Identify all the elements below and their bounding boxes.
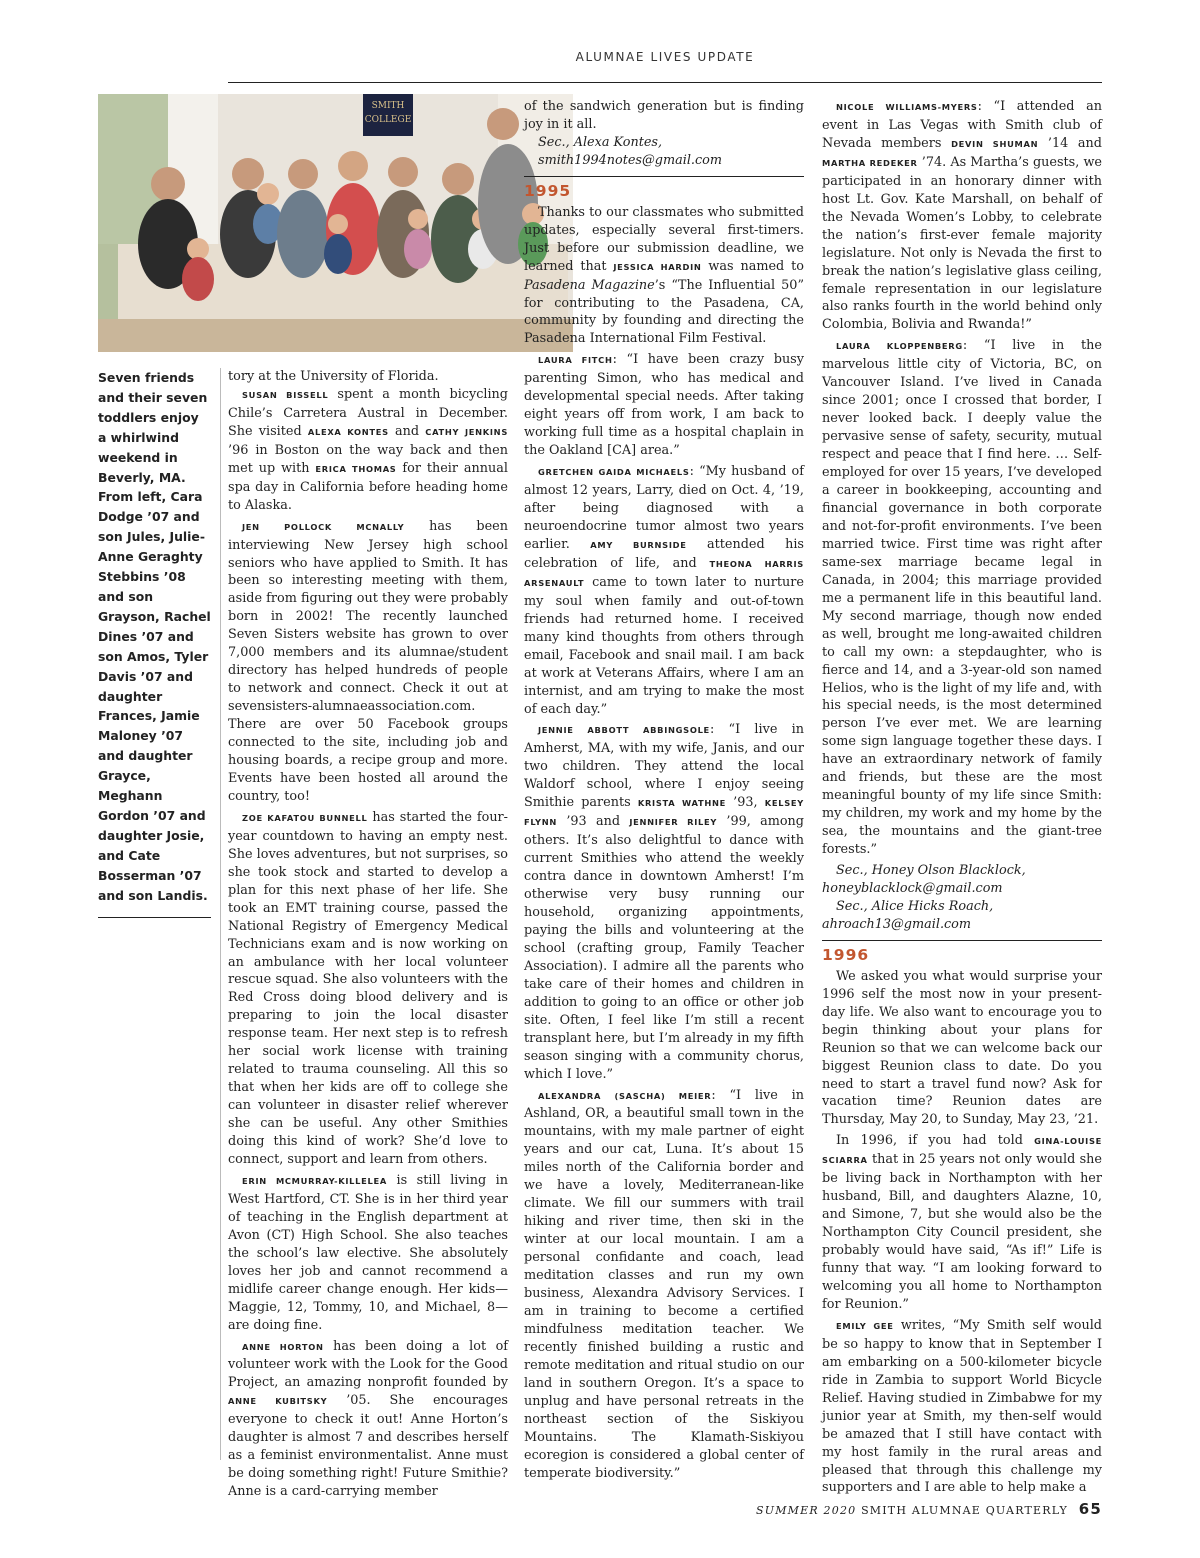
alumna-name: CATHY JENKINS [425, 426, 509, 437]
alumna-name: ERIN MCMURRAY-KILLELEA [242, 1175, 387, 1186]
note-laura-fitch: LAURA FITCH: “I have been crazy busy parenting Simon, who has medical and developmental special needs. After taking eight years off from work, I am back to working full time as a hospital chaplain in the Oakland [CA] area.” [524, 352, 804, 459]
alumna-name: GINA-LOUISE SCIARRA [822, 1136, 1102, 1166]
alumna-name: LAURA FITCH [538, 355, 613, 366]
alumna-name: ALEXANDRA (SASCHA) MEIER [538, 1090, 712, 1101]
class-intro: We asked you what would surprise your 1996 self the most now in your present-day life. We also want to encourage you to begin thinking about your plans for Reunion so that we can welcome back our biggest Reunion class to date. Do you need to start a travel fund now? Ask for vacation time? Reunion dates are Thursday, May 20, to Sunday, May 23, ’21. [822, 968, 1102, 1128]
secretary-email: smith1994notes@gmail.com [538, 152, 722, 168]
alumna-name: KELSEY FLYNN [524, 798, 804, 828]
alumna-name: NICOLE WILLIAMS-MYERS [836, 102, 978, 112]
header-rule [228, 82, 1102, 83]
alumna-name: JENNIE ABBOTT ABBINGSOLE [538, 725, 710, 736]
alumna-name: JESSICA HARDIN [613, 261, 702, 272]
alumna-name: LAURA KLOPPENBERG [836, 341, 963, 352]
alumna-name: GRETCHEN GAIDA MICHAELS [538, 467, 690, 478]
alumna-name: ZOE KAFATOU BUNNELL [242, 812, 368, 823]
issue-date: SUMMER 2020 [756, 1504, 857, 1517]
note-zoe-kafatou-bunnell: ZOE KAFATOU BUNNELL has started the four-year countdown to having an empty nest. She loves adventures, but not surprises, so she took stock and started to develop a plan for this next phase of her life. She took an EMT training course, passed the National Registry of Emergency Medical Technicians exam and is now working on an ambulance with her local volunteer rescue squad. She also volunteers with the Red Cross doing blood delivery and is preparing to join the local disaster response team. Her next step is to refresh her social work license with training related to trauma counseling. All this so that when her kids are off to college she can volunteer in disaster relief wherever she can be useful. Any other Smithies doing this kind of work? She’d love to connect, support and learn from others. [228, 809, 509, 1167]
note-laura-kloppenberg: LAURA KLOPPENBERG: “I live in the marvelous little city of Victoria, BC, on Vancouver Island. I’ve lived in Canada since 2001; once I crossed that border, I never looked back. I deeply value the pervasive sense of safety, security, mutual respect and peace that I find here. … Self-employed for over 15 years, I’ve developed a career in bookkeeping, accounting and financial governance in both corporate and not-for-profit environments. I’ve been married twice. First time was right after same-sex marriage became legal in Canada, in 2004; this marriage provided me a permanent life in this beautiful land. My second marriage, though now ended as well, brought me long-awaited children to call my own: a stepdaughter, who is fierce and 14, and a 3-year-old son named Helios, who is the light of my life and, with his special needs, is the most determined person I’ve ever met. We are learning some sign language together these days. I have an extraordinary network of family and friends, but these are the most meaningful bounty of my life since Smith: my children, my work and my home by the sea, the mountains and the giant-tree forests.” [822, 338, 1102, 858]
alumna-name: JENNIFER RILEY [629, 817, 718, 828]
note-jennie-abbott-abbingsole: JENNIE ABBOTT ABBINGSOLE: “I live in Amherst, MA, with my wife, Janis, and our two children. They attend the local Waldorf school, where I enjoy seeing Smithie parents KRISTA WATHNE ’93, KELSEY FLYNN ’93 and JENNIFER RILEY ’99, among others. It’s also delightful to dance with current Smithies who attend the weekly contra dance in downtown Amherst! I’m otherwise very busy running our household, organizing appointments, paying the bills and volunteering at the school (crafting group, Family Teacher Association). I admire all the parents who take care of their homes and children in addition to going to an office or other job site. Often, I feel like I’m still a recent transplant here, but I’m already in my fifth season singing with a community chorus, which I love.” [524, 722, 805, 1082]
caption-rule [98, 917, 211, 918]
paragraph: tory at the University of Florida. [228, 369, 439, 384]
page-number: 65 [1078, 1500, 1102, 1518]
alumna-name: AMY BURNSIDE [590, 539, 687, 550]
class-year-heading: 1995 [524, 176, 804, 204]
photo-caption: Seven friends and their seven toddlers enjoy a whirlwind weekend in Beverly, MA. From left, Cara Dodge ’07 and son Jules, Julie-Anne Geraghty Stebbins ’08 and son Grayson, Rachel Dines ’07 and son Amos, Tyler Davis ’07 and daughter Frances, Jamie Maloney ’07 and daughter Grayce, Meghann Gordon ’07 and daughter Josie, and Cate Bosserman ’07 and son Landis. [98, 370, 211, 903]
class-secretary: Sec., Alexa Kontes, [538, 134, 663, 150]
class-secretary: Sec., Alice Hicks Roach, [836, 898, 994, 914]
alumna-name: EMILY GEE [836, 1320, 894, 1331]
secretary-email: honeyblacklock@gmail.com [822, 880, 1003, 896]
banner-text-2: COLLEGE [364, 115, 412, 125]
section-header: ALUMNAE LIVES UPDATE [575, 50, 755, 64]
group-photo [98, 94, 573, 352]
column-4 [822, 98, 1102, 1500]
note-gina-louise-sciarra: In 1996, if you had told GINA-LOUISE SCIARRA that in 25 years not only would she be living back in Northampton with her husband, Bill, and daughters Alazne, 10, and Simone, 7, but she would also be the Northampton City Council president, she probably would have said, “As if!” Life is funny that way. “I am looking forward to welcoming you all home to Northampton for Reunion.” [822, 1133, 1102, 1312]
paragraph: of the sandwich generation but is finding joy in it all. [524, 99, 804, 132]
note-anne-horton: ANNE HORTON has been doing a lot of volunteer work with the Look for the Good Project, an amazing nonprofit founded by ANNE KUBITSKY ’05. She encourages everyone to check it out! Anne Horton’s daughter is almost 7 and describes herself as a feminist environmentalist. Anne must be doing something right! Future Smithie? Anne is a card-carrying member [228, 1338, 509, 1500]
note-nicole-williams-myers: NICOLE WILLIAMS-MYERS: “I attended an event in Las Vegas with Smith club of Nevada members DEVIN SHUMAN ’14 and MARTHA REDEKER ’74. As Martha’s guests, we participated in an honorary dinner with host Lt. Gov. Kate Marshall, on behalf of the Nevada Women’s Lobby, to celebrate the nation’s first-ever female majority legislature. Not only is Nevada the first to break the nation’s legislative glass ceiling, female representation in our legislature also ranks fourth in the world behind only Colombia, Bolivia and Rwanda!” [822, 99, 1102, 333]
banner-text-1: SMITH [371, 101, 405, 111]
alumna-name: ANNE HORTON [242, 1341, 324, 1352]
publication-title: Pasadena Magazine [524, 277, 655, 293]
alumna-name: JEN POLLOCK MCNALLY [242, 521, 405, 532]
column-divider [220, 368, 221, 1460]
class-year-heading: 1996 [822, 940, 1102, 968]
column-2 [228, 368, 508, 1504]
alumna-name: ANNE KUBITSKY [228, 1396, 328, 1407]
alumna-name: KRISTA WATHNE [637, 798, 726, 809]
note-emily-gee: EMILY GEE writes, “My Smith self would be so happy to know that in September I am embarking on a 500-kilometer bicycle ride in Zambia to support World Bicycle Relief. Having studied in Zimbabwe for my junior year at Smith, my then-self would be amazed that I still have contact with my host family in the rural areas and pleased that through this challenge my supporters and I are able to help make a [822, 1317, 1102, 1496]
class-intro: Thanks to our classmates who submitted updates, especially several first-timers. Just before our submission deadline, we learned that JESSICA HARDIN was named to Pasadena Magazine’s “The Influential 50” for contributing to the Pasadena, CA, community by founding and directing the Pasadena International Film Festival. [524, 204, 804, 347]
note-erin-mcmurray-killelea: ERIN MCMURRAY-KILLELEA is still living in West Hartford, CT. She is in her third year of teaching in the English department at Avon (CT) High School. She also teaches the school’s law elective. She absolutely loves her job and cannot recommend a midlife career change enough. Her kids—Maggie, 12, Tommy, 10, and Michael, 8—are doing fine. [228, 1172, 508, 1333]
alumna-name: SUSAN BISSELL [242, 389, 329, 400]
magazine-name: SMITH ALUMNAE QUARTERLY [861, 1504, 1069, 1517]
column-3 [524, 98, 804, 1485]
note-susan-bissell: SUSAN BISSELL spent a month bicycling Chile’s Carretera Austral in December. She visited ALEXA KONTES and CATHY JENKINS ’96 in Boston on the way back and then met up with ERICA THOMAS for their annual spa day in California before heading home to Alaska. [228, 386, 509, 513]
alumna-name: DEVIN SHUMAN [951, 138, 1039, 149]
alumna-name: THEONA HARRIS ARSENAULT [524, 558, 804, 588]
alumna-name: ERICA THOMAS [315, 463, 397, 474]
note-gretchen-gaida-michaels: GRETCHEN GAIDA MICHAELS: “My husband of almost 12 years, Larry, died on Oct. 4, ’19, after being diagnosed with a neuroendocrine tumor almost two years earlier. AMY BURNSIDE attended his celebration of life, and THEONA HARRIS ARSENAULT came to town later to nurture my soul when family and out-of-town friends had returned home. I received many kind thoughts from others through email, Facebook and snail mail. I am back at work at Veterans Affairs, where I am an internist, and am trying to make the most of each day.” [524, 464, 805, 717]
secretary-email: ahroach13@gmail.com [822, 916, 972, 932]
group-photo-illustration [98, 94, 573, 352]
note-alexandra-meier: ALEXANDRA (SASCHA) MEIER: “I live in Ashland, OR, a beautiful small town in the mountains, with my male partner of eight years and our cat, Luna. It’s about 15 miles north of the California border and we have a lovely, Mediterranean-like climate. We fill our summers with trail hiking and river time, then ski in the winter at our local mountain. I am a personal confidante and coach, lead meditation classes and run my own business, Alexandra Advisory Services. I am in training to become a certified mindfulness meditation teacher. We recently finished building a rustic and remote meditation and ritual studio on our land in southern Oregon. It’s a space to unplug and have personal retreats in the northeast section of the Siskiyou Mountains. The Klamath-Siskiyou ecoregion is considered a global center of temperate biodiversity.” [524, 1087, 804, 1481]
page-footer [756, 1500, 1102, 1518]
alumna-name: MARTHA REDEKER [822, 157, 918, 168]
photo-caption-block [98, 368, 211, 918]
note-jen-pollock-mcnally: JEN POLLOCK MCNALLY has been interviewing New Jersey high school seniors who have applied to Smith. It has been so interesting meeting with them, aside from figuring out they were probably born in 2002! The recently launched Seven Sisters website has grown to over 7,000 members and its alumnae/student directory has helped hundreds of people to network and connect. Check it out at sevensisters-alumnaeassociation.com. There are over 50 Facebook groups connected to the site, including job and housing boards, a recipe group and more. Events have been hosted all around the country, too! [228, 518, 508, 804]
class-secretary: Sec., Honey Olson Blacklock, [836, 863, 1026, 879]
alumna-name: ALEXA KONTES [307, 426, 389, 437]
